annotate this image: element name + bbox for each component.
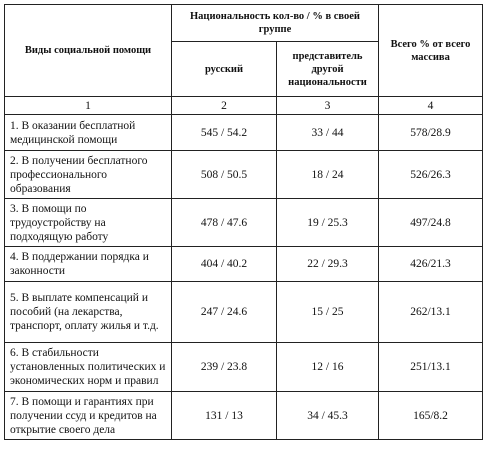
total-value: 251/13.1 [379, 343, 483, 392]
header-types-of-help: Виды социальной помощи [5, 5, 172, 97]
russian-value: 131 / 13 [172, 392, 277, 440]
other-value: 15 / 25 [277, 282, 379, 343]
other-value: 19 / 25.3 [277, 199, 379, 247]
row-label: 3. В помощи по трудоустройству на подходящую работу [5, 199, 172, 247]
column-index: 4 [379, 97, 483, 115]
russian-value: 247 / 24.6 [172, 282, 277, 343]
column-index: 2 [172, 97, 277, 115]
row-label: 7. В помощи и гарантиях при получении ссуд и кредитов на открытие своего дела [5, 392, 172, 440]
other-value: 18 / 24 [277, 151, 379, 199]
russian-value: 239 / 23.8 [172, 343, 277, 392]
other-value: 33 / 44 [277, 115, 379, 151]
row-label: 6. В стабильности установленных политических и экономических норм и правил [5, 343, 172, 392]
total-value: 526/26.3 [379, 151, 483, 199]
russian-value: 508 / 50.5 [172, 151, 277, 199]
header-russian: русский [172, 42, 277, 97]
table-header [5, 5, 483, 115]
column-index: 1 [5, 97, 172, 115]
total-value: 578/28.9 [379, 115, 483, 151]
table-row [5, 199, 483, 247]
russian-value: 404 / 40.2 [172, 247, 277, 282]
row-label: 1. В оказании бесплатной медицинской помощи [5, 115, 172, 151]
russian-value: 478 / 47.6 [172, 199, 277, 247]
other-value: 12 / 16 [277, 343, 379, 392]
russian-value: 545 / 54.2 [172, 115, 277, 151]
column-index-row [5, 97, 483, 115]
row-label: 4. В поддержании порядка и законности [5, 247, 172, 282]
total-value: 165/8.2 [379, 392, 483, 440]
table-body [5, 115, 483, 440]
social-help-table [4, 4, 483, 440]
header-other-nationality: представитель другой национальности [277, 42, 379, 97]
header-total: Всего % от всего массива [379, 5, 483, 97]
other-value: 22 / 29.3 [277, 247, 379, 282]
total-value: 497/24.8 [379, 199, 483, 247]
column-index: 3 [277, 97, 379, 115]
total-value: 262/13.1 [379, 282, 483, 343]
row-label: 2. В получении бесплатного профессионального образования [5, 151, 172, 199]
table-row [5, 392, 483, 440]
table-row [5, 247, 483, 282]
table-row [5, 115, 483, 151]
header-nationality-group: Национальность кол-во / % в своей группе [172, 5, 379, 42]
row-label: 5. В выплате компенсаций и пособий (на лекарства, транспорт, оплату жилья и т.д. [5, 282, 172, 343]
table-row [5, 343, 483, 392]
table-row [5, 151, 483, 199]
other-value: 34 / 45.3 [277, 392, 379, 440]
table-row [5, 282, 483, 343]
total-value: 426/21.3 [379, 247, 483, 282]
